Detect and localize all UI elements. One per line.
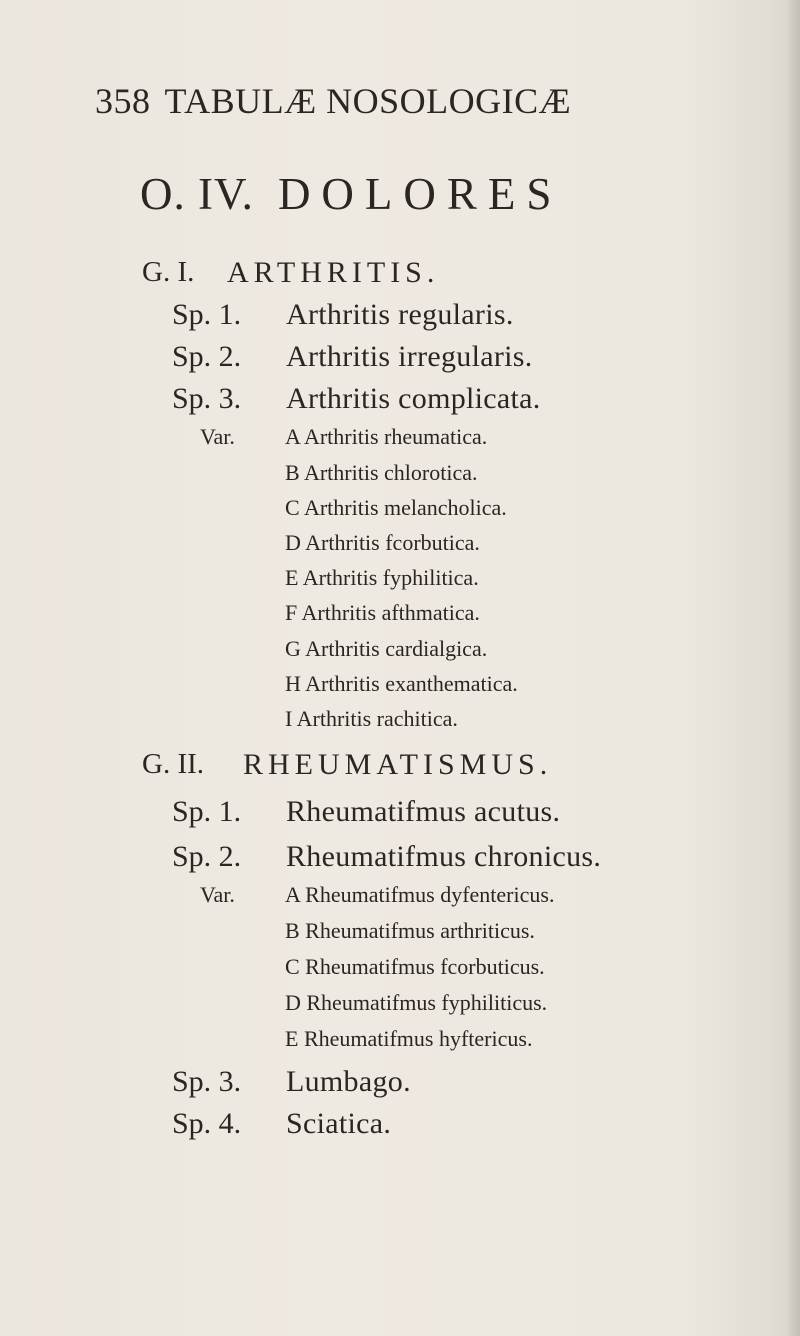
variety-item: D Rheumatifmus fyphiliticus. bbox=[285, 990, 548, 1015]
variety-item: E Rheumatifmus hyftericus. bbox=[285, 1026, 533, 1051]
variety-item: D Arthritis fcorbutica. bbox=[285, 530, 480, 555]
species-label: Sp. 2. bbox=[172, 340, 242, 373]
page-number: 358 bbox=[95, 81, 151, 121]
species-name: Lumbago. bbox=[286, 1065, 411, 1098]
species-label: Sp. 1. bbox=[172, 795, 242, 828]
variety-item: G Arthritis cardialgica. bbox=[285, 636, 488, 661]
running-head bbox=[95, 80, 571, 122]
varieties-label: Var. bbox=[200, 882, 235, 907]
genus-label: G. I. bbox=[142, 256, 195, 288]
running-title: TABULÆ NOSOLOGICÆ bbox=[164, 81, 572, 121]
species-label: Sp. 1. bbox=[172, 298, 242, 331]
varieties-label: Var. bbox=[200, 424, 235, 449]
variety-item: A Rheumatifmus dyfentericus. bbox=[285, 882, 555, 907]
order-heading bbox=[140, 168, 562, 220]
species-name: Rheumatifmus chronicus. bbox=[286, 840, 602, 873]
variety-item: I Arthritis rachitica. bbox=[285, 706, 458, 731]
variety-item: C Rheumatifmus fcorbuticus. bbox=[285, 954, 545, 979]
variety-item: A Arthritis rheumatica. bbox=[285, 424, 488, 449]
species-label: Sp. 4. bbox=[172, 1107, 242, 1140]
species-name: Arthritis regularis. bbox=[286, 298, 514, 331]
variety-item: B Rheumatifmus arthriticus. bbox=[285, 918, 535, 943]
variety-item: E Arthritis fyphilitica. bbox=[285, 565, 479, 590]
genus-label: G. II. bbox=[142, 748, 205, 780]
variety-item: B Arthritis chlorotica. bbox=[285, 460, 478, 485]
species-label: Sp. 3. bbox=[172, 1065, 242, 1098]
species-name: Sciatica. bbox=[286, 1107, 392, 1140]
variety-item: F Arthritis afthmatica. bbox=[285, 600, 480, 625]
variety-item: C Arthritis melancholica. bbox=[285, 495, 507, 520]
order-name: DOLORES bbox=[277, 169, 563, 219]
species-name: Arthritis complicata. bbox=[286, 382, 541, 415]
species-name: Arthritis irregularis. bbox=[286, 340, 533, 373]
variety-item: H Arthritis exanthematica. bbox=[285, 671, 518, 696]
species-label: Sp. 2. bbox=[172, 840, 242, 873]
species-label: Sp. 3. bbox=[172, 382, 242, 415]
species-name: Rheumatifmus acutus. bbox=[286, 795, 561, 828]
order-number: O. IV. bbox=[140, 169, 254, 219]
genus-name: RHEUMATISMUS. bbox=[243, 748, 553, 781]
genus-name: ARTHRITIS. bbox=[227, 256, 440, 289]
page-edge-shadow bbox=[786, 0, 800, 1336]
